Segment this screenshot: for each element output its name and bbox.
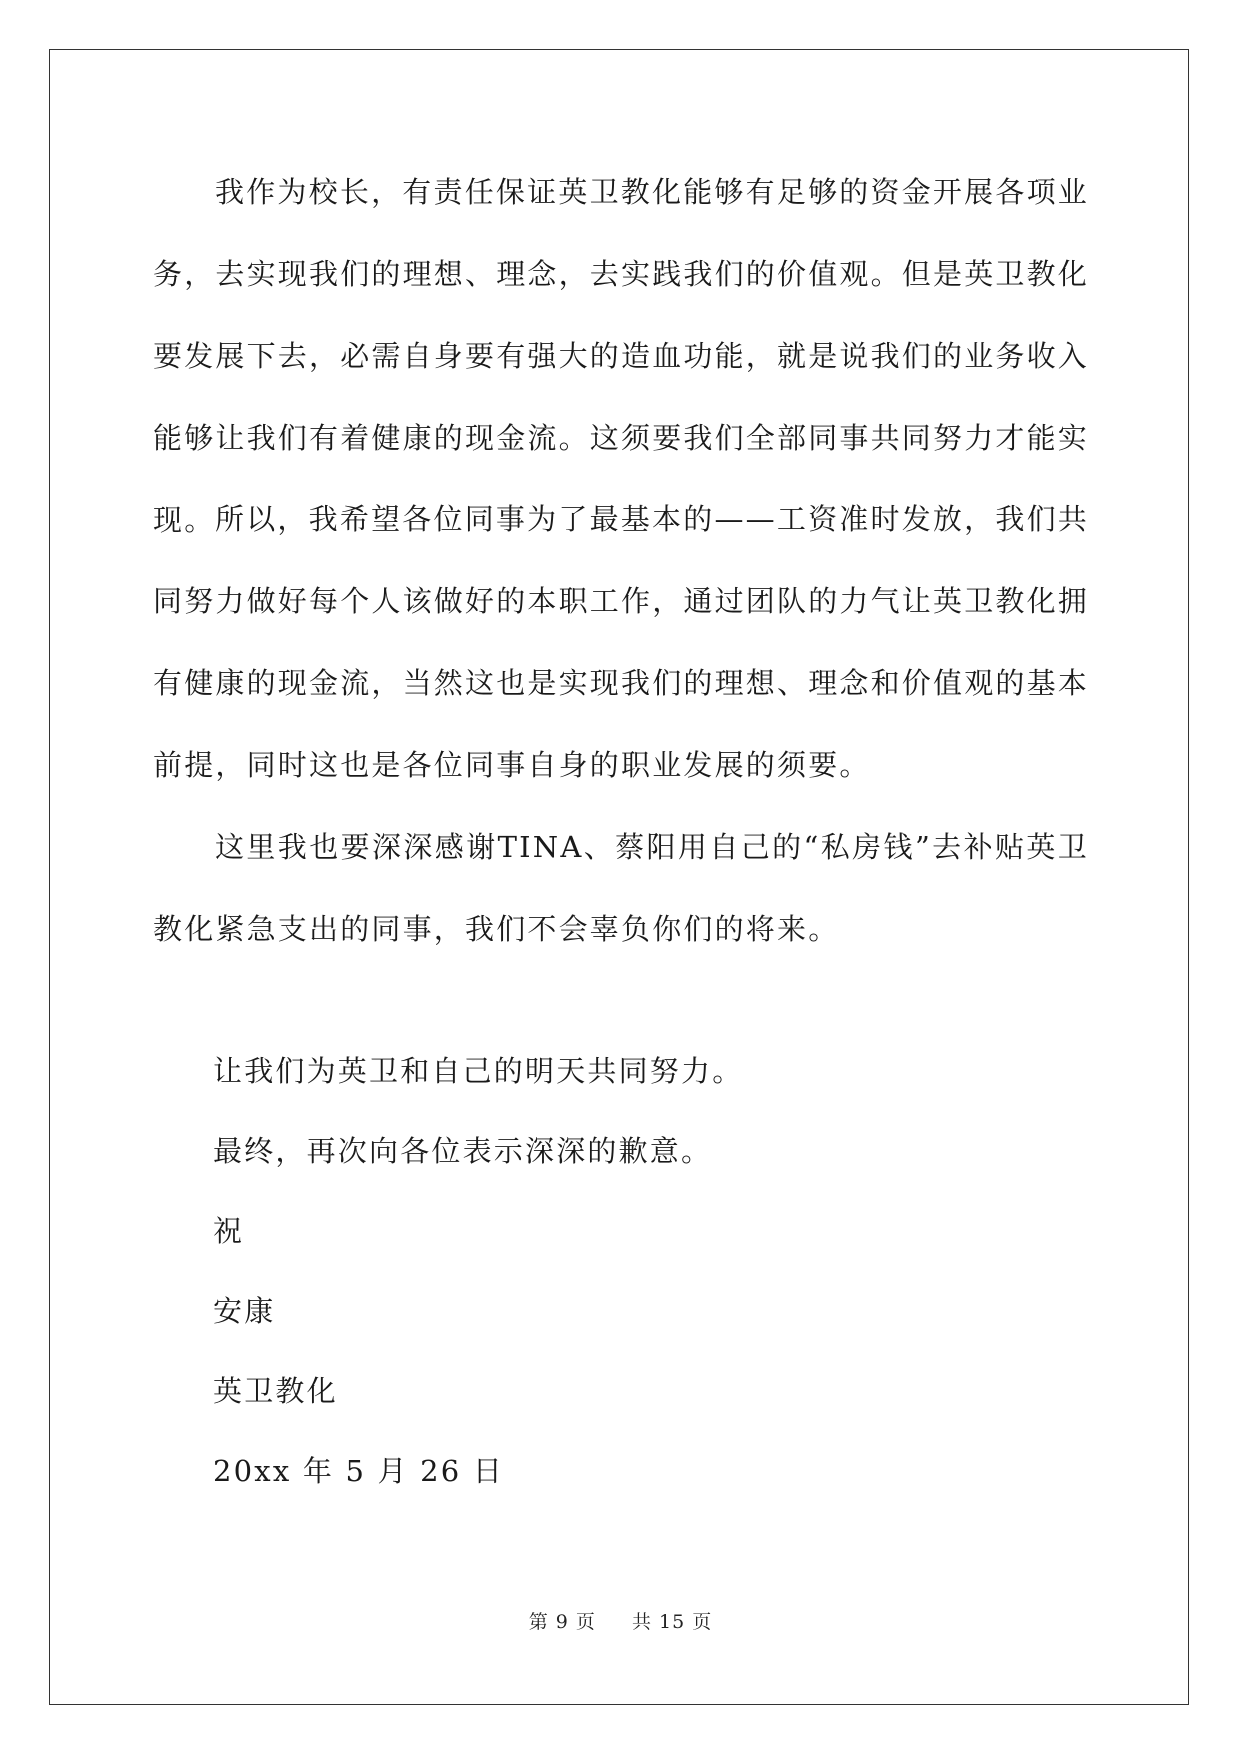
page-total: 共 15 页 xyxy=(632,1611,713,1633)
paragraph-3: 这里我也要深深感谢TINA、蔡阳用自己的“私房钱”去补贴英卫教化紧急支出的同事，我们不会辜负你们的将来。 xyxy=(153,830,1089,946)
signature-date: 20xx 年 5 月 26 日 xyxy=(213,1454,505,1488)
page-number: 第 9 页 xyxy=(528,1611,596,1633)
signature-name: 英卫教化 xyxy=(213,1374,338,1408)
line-apology: 最终，再次向各位表示深深的歉意。 xyxy=(213,1134,713,1168)
page-footer xyxy=(0,1607,1241,1634)
paragraph-1: 我作为校长，有责任保证英卫教化能够有足够的资金开展各项业务，去实现我们的理想、理念，去实践我们的价值观。但是英卫教化要发展下去，必需自身要有强大的造血功能，就是说我们的业务收入能够让我们有着健康的现金流。这须要我们全部同事共同努力才能实现。 xyxy=(153,175,1090,537)
line-effort: 让我们为英卫和自己的明天共同努力。 xyxy=(213,1054,744,1088)
line-wellbeing: 安康 xyxy=(213,1294,276,1328)
line-wish: 祝 xyxy=(213,1214,245,1248)
paragraph-2: 所以，我希望各位同事为了最基本的——工资准时发放，我们共同努力做好每个人该做好的本职工作，通过团队的力气让英卫教化拥有健康的现金流，当然这也是实现我们的理想、理念和价值观的基本前提，同时这也是各位同事自身的职业发展的须要。 xyxy=(153,502,1090,782)
